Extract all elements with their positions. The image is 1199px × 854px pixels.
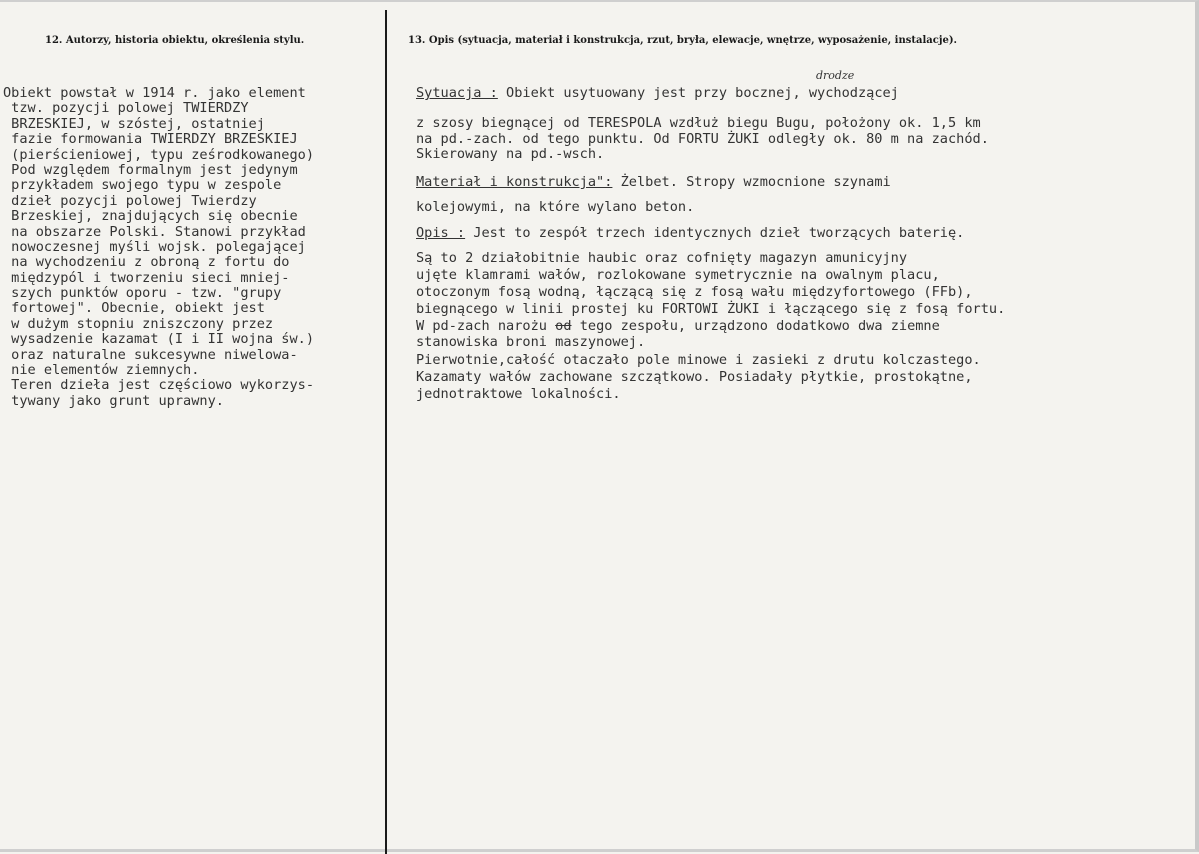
opis-line-4: otoczonym fosą wodną, łączącą się z fosą wału międzyfortowego (FFb),: [416, 284, 973, 300]
history-line: Teren dzieła jest częściowo wykorzys-: [3, 377, 314, 394]
material-label: Materiał i konstrukcja":: [416, 174, 613, 190]
history-line: na obszarze Polski. Stanowi przykład: [3, 223, 306, 240]
opis-line-5: biegnącego w linii prostej ku FORTOWI ŻUKI i łączącego się z fosą fortu.: [416, 301, 1006, 317]
opis-line-9: Kazamaty wałów zachowane szczątkowo. Posiadały płytkie, prostokątne,: [416, 369, 973, 385]
opis-line-6: [416, 319, 940, 334]
history-line: fazie formowania TWIERDZY BRZESKIEJ: [3, 131, 298, 148]
material-line-2: kolejowymi, na które wylano beton.: [416, 199, 695, 215]
sytuacja-line-1: [416, 86, 899, 101]
history-line: Pod względem formalnym jest jedynym: [3, 161, 298, 178]
handwritten-insert: drodze: [816, 69, 855, 82]
history-line: Brzeskiej, znajdujących się obecnie: [3, 208, 298, 225]
section-13-header: 13. Opis (sytuacja, materiał i konstrukcja, rzut, bryła, elewacje, wnętrze, wyposażenie, instalacje).: [408, 35, 958, 46]
left-column: [0, 2, 385, 854]
history-line: wysadzenie kazamat (I i II wojna św.): [3, 331, 314, 348]
column-divider: [385, 10, 387, 854]
opis-line-7: stanowiska broni maszynowej.: [416, 334, 646, 350]
history-line: (pierścieniowej, typu ześrodkowanego): [3, 146, 314, 163]
right-column: [388, 2, 1196, 854]
history-line: dzieł pozycji polowej Twierdzy: [3, 192, 257, 209]
history-line: nie elementów ziemnych.: [3, 362, 200, 379]
opis-line-8: Pierwotnie,całość otaczało pole minowe i zasieki z drutu kolczastego.: [416, 352, 981, 368]
history-line: szych punktów oporu - tzw. "grupy: [3, 285, 282, 302]
material-line-1: [416, 175, 891, 190]
opis-line-3: ujęte klamrami wałów, rozlokowane symetrycznie na owalnym placu,: [416, 267, 940, 283]
opis-line-6-part-b: tego zespołu, urządzono dodatkowo dwa ziemne: [571, 318, 940, 334]
history-line: w dużym stopniu zniszczony przez: [3, 315, 274, 332]
sytuacja-line-2: z szosy biegnącej od TERESPOLA wzdłuż biegu Bugu, położony ok. 1,5 km: [416, 115, 981, 131]
history-line: BRZESKIEJ, w szóstej, ostatniej: [3, 115, 265, 132]
section-12-header: 12. Autorzy, historia obiektu, określenia stylu.: [45, 35, 305, 46]
history-line: fortowej". Obecnie, obiekt jest: [3, 300, 265, 317]
history-line: tzw. pozycji polowej TWIERDZY: [3, 100, 249, 117]
sytuacja-line-3: na pd.-zach. od tego punktu. Od FORTU ŻUKI odległy ok. 80 m na zachód.: [416, 131, 989, 147]
history-line: międzypól i tworzeniu sieci mniej-: [3, 269, 290, 286]
history-line: tywany jako grunt uprawny.: [3, 392, 224, 409]
history-line: oraz naturalne sukcesywne niwelowa-: [3, 346, 298, 363]
opis-line-2: Są to 2 działobitnie haubic oraz cofnięty magazyn amunicyjny: [416, 250, 908, 266]
struck-word: od: [555, 318, 572, 334]
opis-line-1: [416, 226, 964, 241]
sytuacja-label: Sytuacja :: [416, 85, 498, 101]
opis-text: Jest to zespół trzech identycznych dzieł tworzących baterię.: [465, 225, 965, 241]
history-line: przykładem swojego typu w zespole: [3, 177, 282, 194]
material-text: Żelbet. Stropy wzmocnione szynami: [612, 174, 891, 190]
opis-line-10: jednotraktowe lokalności.: [416, 386, 621, 402]
opis-line-6-part-a: W pd-zach narożu: [416, 318, 556, 334]
opis-label: Opis :: [416, 225, 466, 241]
sytuacja-line-4: Skierowany na pd.-wsch.: [416, 146, 605, 162]
history-line: Obiekt powstał w 1914 r. jako element: [3, 85, 306, 101]
history-line: nowoczesnej myśli wojsk. polegającej: [3, 238, 306, 255]
sytuacja-text: Obiekt usytuowany jest przy bocznej, wychodzącej: [497, 85, 899, 101]
history-text: [3, 86, 385, 409]
history-line: na wychodzeniu z obroną z fortu do: [3, 254, 290, 271]
